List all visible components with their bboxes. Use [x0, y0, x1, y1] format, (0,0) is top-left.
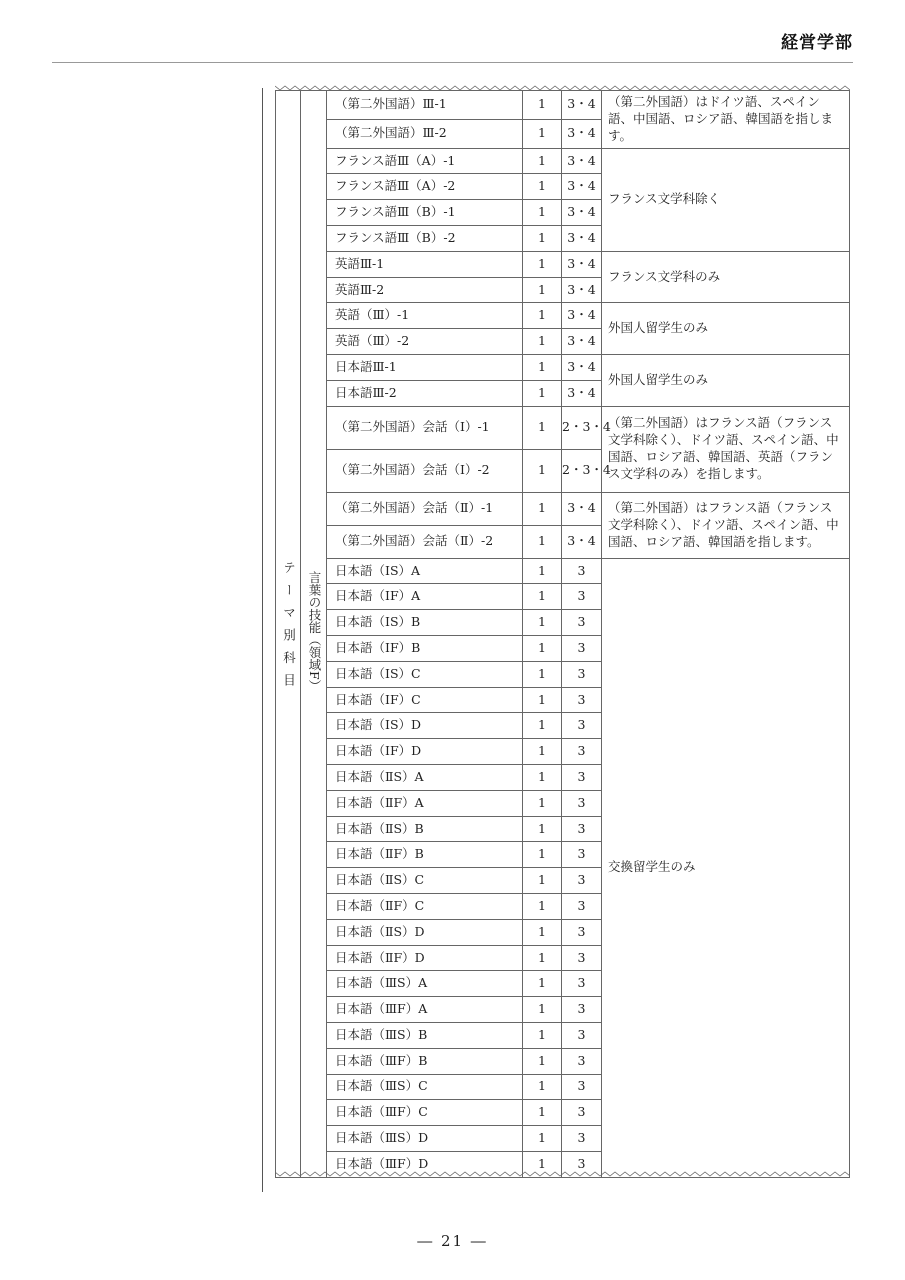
course-name-text: 日本語（ⅡF）A — [335, 794, 424, 810]
years-cell: 3 — [562, 971, 602, 997]
credits-cell: 1 — [523, 449, 562, 492]
course-name-text: 日本語（ⅠF）B — [335, 639, 421, 655]
years-cell: 3・4 — [562, 525, 602, 558]
course-name-text: 日本語（ⅠS）B — [335, 614, 421, 630]
course-name-text: 日本語（ⅢS）C — [335, 1078, 428, 1094]
table-row — [276, 91, 850, 120]
credits-cell: 1 — [523, 1074, 562, 1100]
course-name — [327, 687, 523, 713]
table-row — [276, 148, 850, 174]
course-name — [327, 635, 523, 661]
years-cell: 3 — [562, 945, 602, 971]
note-cell: 外国人留学生のみ — [602, 303, 850, 355]
course-name-text: 日本語（ⅡS）B — [335, 820, 424, 836]
course-name — [327, 449, 523, 492]
course-name — [327, 713, 523, 739]
course-name-text: （第二外国語）会話（Ⅱ）-2 — [335, 533, 494, 549]
credits-cell: 1 — [523, 610, 562, 636]
years-cell: 3 — [562, 893, 602, 919]
course-name-text: 日本語Ⅲ-1 — [335, 358, 397, 374]
credits-cell: 1 — [523, 893, 562, 919]
credits-cell: 1 — [523, 842, 562, 868]
course-name-text: 日本語（ⅠF）A — [335, 588, 421, 604]
course-name-text: 日本語（ⅡF）B — [335, 846, 424, 862]
course-name — [327, 790, 523, 816]
course-name — [327, 119, 523, 148]
course-name — [327, 971, 523, 997]
years-cell: 3 — [562, 558, 602, 584]
course-name — [327, 525, 523, 558]
course-name-text: 日本語Ⅲ-2 — [335, 384, 397, 400]
course-name — [327, 251, 523, 277]
course-name — [327, 816, 523, 842]
course-name — [327, 739, 523, 765]
credits-cell: 1 — [523, 406, 562, 449]
credits-cell: 1 — [523, 1126, 562, 1152]
course-name-text: 英語（Ⅲ）-1 — [335, 307, 410, 323]
course-name — [327, 1048, 523, 1074]
credits-cell: 1 — [523, 148, 562, 174]
course-name-text: （第二外国語）Ⅲ-2 — [335, 125, 447, 141]
category-major: テーマ別科目 — [281, 561, 297, 696]
years-cell: 3 — [562, 919, 602, 945]
years-cell: 3 — [562, 1074, 602, 1100]
course-name — [327, 148, 523, 174]
course-name-text: 日本語（ⅢF）D — [335, 1155, 429, 1171]
years-cell: 3 — [562, 661, 602, 687]
course-name — [327, 91, 523, 120]
course-name-text: 日本語（ⅢF）A — [335, 1001, 428, 1017]
course-name — [327, 868, 523, 894]
table-row — [276, 406, 850, 449]
course-name-text: フランス語Ⅲ（A）-2 — [335, 178, 456, 194]
category-major-cell — [276, 91, 301, 1178]
note-cell: 交換留学生のみ — [602, 558, 850, 1177]
note-cell: 外国人留学生のみ — [602, 355, 850, 407]
credits-cell: 1 — [523, 329, 562, 355]
course-name — [327, 1074, 523, 1100]
course-name-text: 日本語（ⅠS）D — [335, 717, 422, 733]
note-cell: （第二外国語）はドイツ語、スペイン語、中国語、ロシア語、韓国語を指します。 — [602, 91, 850, 149]
course-name — [327, 945, 523, 971]
course-name-text: 日本語（ⅠS）A — [335, 562, 421, 578]
years-cell: 3・4 — [562, 148, 602, 174]
course-name-text: （第二外国語）会話（Ⅱ）-1 — [335, 500, 494, 516]
course-name — [327, 842, 523, 868]
course-name — [327, 200, 523, 226]
credits-cell: 1 — [523, 355, 562, 381]
course-name — [327, 661, 523, 687]
faculty-header: 経営学部 — [781, 33, 853, 53]
years-cell: 3・4 — [562, 380, 602, 406]
course-name-text: フランス語Ⅲ（B）-1 — [335, 204, 456, 220]
note-cell: （第二外国語）はフランス語（フランス文学科除く）、ドイツ語、スペイン語、中国語、ロシア語、韓国語を指します。 — [602, 492, 850, 558]
credits-cell: 1 — [523, 868, 562, 894]
course-name — [327, 558, 523, 584]
credits-cell: 1 — [523, 1100, 562, 1126]
years-cell: 3・4 — [562, 303, 602, 329]
course-table — [275, 90, 850, 1178]
course-name-text: （第二外国語）会話（Ⅰ）-1 — [335, 419, 490, 435]
course-name — [327, 174, 523, 200]
credits-cell: 1 — [523, 997, 562, 1023]
credits-cell: 1 — [523, 971, 562, 997]
years-cell: 3 — [562, 868, 602, 894]
category-minor-cell — [301, 91, 327, 1178]
course-name — [327, 919, 523, 945]
years-cell: 3 — [562, 584, 602, 610]
course-name — [327, 610, 523, 636]
credits-cell: 1 — [523, 713, 562, 739]
credits-cell: 1 — [523, 303, 562, 329]
credits-cell: 1 — [523, 584, 562, 610]
course-name — [327, 277, 523, 303]
course-name-text: 日本語（ⅠF）C — [335, 691, 421, 707]
years-cell: 3・4 — [562, 492, 602, 525]
table-row — [276, 251, 850, 277]
credits-cell: 1 — [523, 558, 562, 584]
years-cell: 3 — [562, 1126, 602, 1152]
years-cell: 3・4 — [562, 174, 602, 200]
years-cell: 3 — [562, 610, 602, 636]
credits-cell: 1 — [523, 919, 562, 945]
course-name-text: 日本語（ⅢS）A — [335, 975, 428, 991]
table-row — [276, 355, 850, 381]
note-cell: フランス文学科のみ — [602, 251, 850, 303]
course-name — [327, 303, 523, 329]
years-cell: 3・4 — [562, 200, 602, 226]
credits-cell: 1 — [523, 1048, 562, 1074]
credits-cell: 1 — [523, 739, 562, 765]
credits-cell: 1 — [523, 492, 562, 525]
years-cell: 3・4 — [562, 277, 602, 303]
note-cell: フランス文学科除く — [602, 148, 850, 251]
course-name-text: 日本語（ⅠF）D — [335, 743, 422, 759]
years-cell: 3 — [562, 997, 602, 1023]
credits-cell: 1 — [523, 174, 562, 200]
credits-cell: 1 — [523, 226, 562, 252]
years-cell: 3・4 — [562, 251, 602, 277]
course-name-text: 日本語（ⅠS）C — [335, 665, 421, 681]
course-name — [327, 1126, 523, 1152]
course-name-text: 日本語（ⅡF）D — [335, 949, 425, 965]
years-cell: 3 — [562, 739, 602, 765]
table-row — [276, 558, 850, 584]
years-cell: 3 — [562, 1151, 602, 1177]
course-name-text: 日本語（ⅡS）D — [335, 923, 425, 939]
course-name-text: 日本語（ⅡS）A — [335, 768, 424, 784]
table-cut-bottom — [275, 1171, 850, 1177]
note-cell: （第二外国語）はフランス語（フランス文学科除く）、ドイツ語、スペイン語、中国語、ロシア語、韓国語、英語（フランス文学科のみ）を指します。 — [602, 406, 850, 492]
credits-cell: 1 — [523, 635, 562, 661]
course-name — [327, 584, 523, 610]
years-cell: 2・3・4 — [562, 406, 602, 449]
course-name-text: 英語Ⅲ-2 — [335, 281, 385, 297]
course-name — [327, 893, 523, 919]
course-name-text: 日本語（ⅡF）C — [335, 897, 425, 913]
credits-cell: 1 — [523, 945, 562, 971]
course-name — [327, 406, 523, 449]
credits-cell: 1 — [523, 525, 562, 558]
course-name-text: 日本語（ⅡS）C — [335, 872, 425, 888]
credits-cell: 1 — [523, 380, 562, 406]
course-name — [327, 764, 523, 790]
credits-cell: 1 — [523, 816, 562, 842]
years-cell: 3・4 — [562, 91, 602, 120]
course-name-text: 日本語（ⅢS）B — [335, 1026, 428, 1042]
header-rule — [52, 62, 853, 63]
table-row — [276, 492, 850, 525]
course-name — [327, 1022, 523, 1048]
years-cell: 3 — [562, 1100, 602, 1126]
credits-cell: 1 — [523, 119, 562, 148]
credits-cell: 1 — [523, 687, 562, 713]
years-cell: 3 — [562, 816, 602, 842]
credits-cell: 1 — [523, 1151, 562, 1177]
credits-cell: 1 — [523, 1022, 562, 1048]
course-name-text: 英語（Ⅲ）-2 — [335, 333, 410, 349]
years-cell: 3・4 — [562, 329, 602, 355]
course-name-text: 日本語（ⅢF）C — [335, 1104, 428, 1120]
years-cell: 3 — [562, 790, 602, 816]
credits-cell: 1 — [523, 91, 562, 120]
course-name — [327, 380, 523, 406]
credits-cell: 1 — [523, 251, 562, 277]
table-row — [276, 303, 850, 329]
years-cell: 3・4 — [562, 355, 602, 381]
years-cell: 3 — [562, 1048, 602, 1074]
years-cell: 3・4 — [562, 119, 602, 148]
margin-line — [262, 88, 263, 1192]
credits-cell: 1 — [523, 200, 562, 226]
course-name-text: フランス語Ⅲ（A）-1 — [335, 152, 456, 168]
page-number: ― 21 ― — [417, 1232, 488, 1250]
course-name-text: 日本語（ⅢF）B — [335, 1052, 428, 1068]
years-cell: 3 — [562, 842, 602, 868]
course-name-text: 日本語（ⅢS）D — [335, 1130, 429, 1146]
course-name — [327, 997, 523, 1023]
credits-cell: 1 — [523, 790, 562, 816]
years-cell: 3 — [562, 1022, 602, 1048]
course-name — [327, 1100, 523, 1126]
years-cell: 3 — [562, 687, 602, 713]
course-name — [327, 226, 523, 252]
credits-cell: 1 — [523, 764, 562, 790]
years-cell: 3 — [562, 635, 602, 661]
course-name-text: フランス語Ⅲ（B）-2 — [335, 229, 456, 245]
course-name-text: （第二外国語）Ⅲ-1 — [335, 96, 447, 112]
years-cell: 2・3・4 — [562, 449, 602, 492]
course-name-text: 英語Ⅲ-1 — [335, 255, 385, 271]
course-name — [327, 355, 523, 381]
credits-cell: 1 — [523, 277, 562, 303]
credits-cell: 1 — [523, 661, 562, 687]
years-cell: 3 — [562, 764, 602, 790]
course-name — [327, 329, 523, 355]
course-name — [327, 492, 523, 525]
years-cell: 3 — [562, 713, 602, 739]
category-minor: 言葉の技能（領域F） — [306, 571, 322, 693]
years-cell: 3・4 — [562, 226, 602, 252]
course-name-text: （第二外国語）会話（Ⅰ）-2 — [335, 462, 490, 478]
